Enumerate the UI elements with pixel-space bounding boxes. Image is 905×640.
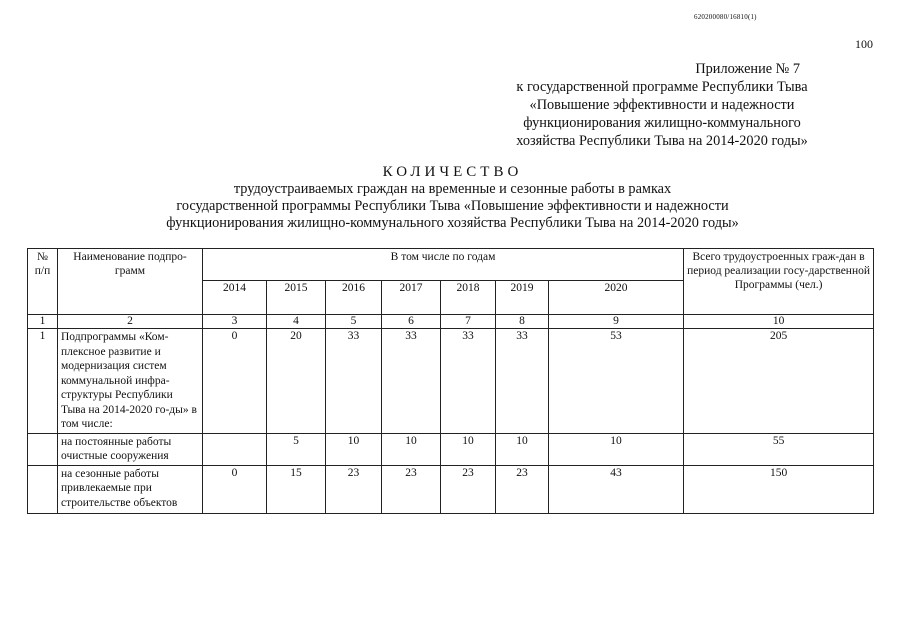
row-num	[28, 465, 58, 513]
row-value: 23	[496, 465, 549, 513]
header-year: 2017	[382, 281, 441, 315]
header-year: 2018	[441, 281, 496, 315]
row-total: 55	[684, 433, 874, 465]
header-num: № п/п	[28, 249, 58, 315]
document-number: 620200080/16810(1)	[694, 13, 757, 21]
column-number: 6	[382, 315, 441, 329]
row-value: 10	[382, 433, 441, 465]
heading-line: государственной программы Республики Тыва «Повышение эффективности и надежности	[176, 198, 729, 214]
header-year: 2015	[267, 281, 326, 315]
row-value	[203, 433, 267, 465]
row-value: 10	[496, 433, 549, 465]
column-number-row	[28, 315, 874, 329]
row-name: Подпрограммы «Ком-плексное развитие и модернизация систем коммунальной инфра-структуры Республики Тыва на 2014-2020 го-ды» в том числе:	[58, 329, 203, 434]
annex-line: к государственной программе Республики Тыва	[516, 79, 808, 95]
row-value: 33	[496, 329, 549, 434]
header-year: 2020	[549, 281, 684, 315]
row-value: 20	[267, 329, 326, 434]
heading-title: КОЛИЧЕСТВО	[382, 164, 523, 180]
row-value: 10	[441, 433, 496, 465]
heading-line: трудоустраиваемых граждан на временные и сезонные работы в рамках	[233, 181, 672, 197]
row-value: 53	[549, 329, 684, 434]
annex-line: функционирования жилищно-коммунального	[523, 115, 801, 131]
column-number: 7	[441, 315, 496, 329]
annex-line: хозяйства Республики Тыва на 2014-2020 годы»	[516, 133, 808, 149]
row-value: 0	[203, 465, 267, 513]
row-value: 23	[326, 465, 382, 513]
header-year: 2016	[326, 281, 382, 315]
row-value: 10	[326, 433, 382, 465]
row-value: 23	[382, 465, 441, 513]
annex-line: «Повышение эффективности и надежности	[529, 97, 795, 113]
header-by-years: В том числе по годам	[203, 249, 684, 281]
employment-table	[27, 248, 874, 514]
table-row	[28, 465, 874, 513]
header-total: Всего трудоустроенных граж-дан в период реализации госу-дарственной Программы (чел.)	[684, 249, 874, 315]
page-number: 100	[855, 37, 873, 51]
heading-line: функционирования жилищно-коммунального хозяйства Республики Тыва на 2014-2020 годы»	[166, 215, 739, 231]
row-value: 10	[549, 433, 684, 465]
header-year: 2014	[203, 281, 267, 315]
header-year: 2019	[496, 281, 549, 315]
row-value: 5	[267, 433, 326, 465]
column-number: 8	[496, 315, 549, 329]
row-value: 33	[382, 329, 441, 434]
header-name: Наименование подпро-грамм	[58, 249, 203, 315]
row-value: 0	[203, 329, 267, 434]
table-row	[28, 329, 874, 434]
column-number: 3	[203, 315, 267, 329]
annex-block	[452, 60, 872, 150]
row-num: 1	[28, 329, 58, 434]
row-total: 150	[684, 465, 874, 513]
column-number: 10	[684, 315, 874, 329]
column-number: 4	[267, 315, 326, 329]
column-number: 2	[58, 315, 203, 329]
row-num	[28, 433, 58, 465]
column-number: 9	[549, 315, 684, 329]
row-value: 15	[267, 465, 326, 513]
row-value: 33	[441, 329, 496, 434]
column-number: 5	[326, 315, 382, 329]
annex-title: Приложение № 7	[695, 61, 800, 77]
row-value: 23	[441, 465, 496, 513]
row-name: на постоянные работы очистные сооружения	[58, 433, 203, 465]
table-row	[28, 433, 874, 465]
column-number: 1	[28, 315, 58, 329]
row-name: на сезонные работы привлекаемые при строительстве объектов	[58, 465, 203, 513]
row-value: 33	[326, 329, 382, 434]
row-total: 205	[684, 329, 874, 434]
document-heading	[0, 163, 905, 232]
row-value: 43	[549, 465, 684, 513]
